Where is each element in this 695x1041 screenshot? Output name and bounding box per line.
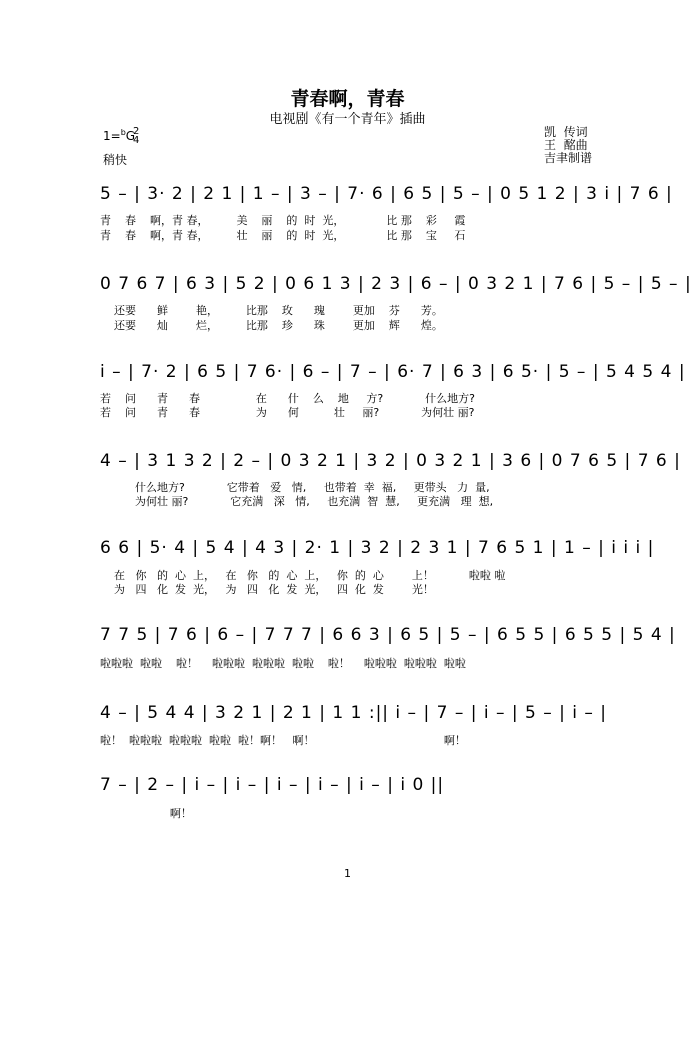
lyric-line-1: 什么地方? 它带着 爱 情, 也带着 幸 福, 更带头 力 量,	[100, 481, 490, 494]
notes-line: 7 – | 2 – | i – | i – | i – | i – | i – | i 0 ||	[100, 775, 445, 795]
credit-score: 吉聿制谱	[543, 151, 592, 165]
lyric-line-1: 还要 鲜 艳， 比那 玫 瑰 更加 芬 芳。	[100, 304, 443, 317]
tempo-marking: 稍快	[103, 153, 128, 167]
notes-line: 7 7 5 | 7 6 | 6 – | 7 7 7 | 6 6 3 | 6 5 | 5 – | 6 5 5 | 6 5 5 | 5 4 |	[100, 625, 676, 645]
lyric-line-1: 若 问 青 春 在 什 么 地 方? 什么地方?	[100, 392, 475, 405]
notes-line: 4 – | 3 1 3 2 | 2 – | 0 3 2 1 | 3 2 | 0 3 2 1 | 3 6 | 0 7 6 5 | 7 6 |	[100, 451, 681, 471]
lyric-line-2: 为 四 化 发 光， 为 四 化 发 光， 四 化 发 光！	[100, 583, 434, 596]
credit-music: 王 酩曲	[543, 138, 588, 152]
lyric-line-1: 啦！ 啦啦啦 啦啦啦 啦啦 啦！啊！ 啊！ 啊！	[100, 734, 466, 747]
page-title: 青春啊，青春	[290, 88, 405, 110]
time-bottom: 4	[133, 135, 140, 146]
lyric-line-1: 啊！	[100, 807, 192, 820]
key-prefix: 1=	[103, 129, 121, 143]
lyric-line-2: 若 问 青 春 为 何 壮 丽? 为何壮 丽?	[100, 406, 475, 419]
credit-lyrics: 凯 传词	[543, 125, 588, 139]
notes-line: i – | 7· 2 | 6 5 | 7 6· | 6 – | 7 – | 6· 7 | 6 3 | 6 5· | 5 – | 5 4 5 4 |	[100, 362, 686, 382]
notes-line: 6 6 | 5· 4 | 5 4 | 4 3 | 2· 1 | 3 2 | 2 3 1 | 7 6 5 1 | 1 – | i i i |	[100, 538, 655, 558]
time-signature	[133, 127, 139, 145]
notes-line: 0 7 6 7 | 6 3 | 5 2 | 0 6 1 3 | 2 3 | 6 – | 0 3 2 1 | 7 6 | 5 – | 5 – |	[100, 274, 692, 294]
credits	[544, 126, 592, 165]
time-top: 2	[133, 126, 140, 137]
notes-line: 5 – | 3· 2 | 2 1 | 1 – | 3 – | 7· 6 | 6 5 | 5 – | 0 5 1 2 | 3 i | 7 6 |	[100, 184, 673, 204]
key-note: G	[125, 129, 136, 143]
lyric-line-1: 啦啦啦 啦啦 啦！ 啦啦啦 啦啦啦 啦啦 啦！ 啦啦啦 啦啦啦 啦啦	[100, 657, 466, 670]
page-subtitle: 电视剧《有一个青年》插曲	[269, 112, 426, 127]
lyric-line-1: 在 你 的 心 上， 在 你 的 心 上， 你 的 心 上！ 啦啦 啦	[100, 569, 506, 582]
lyric-line-2: 为何壮 丽? 它充满 深 情, 也充满 智 慧, 更充满 理 想,	[100, 495, 494, 508]
key-flat: b	[120, 128, 126, 137]
lyric-line-2: 青 春 啊，青 春， 壮 丽 的 时 光， 比 那 宝 石	[100, 229, 466, 242]
page-number: 1	[344, 867, 351, 880]
lyric-line-1: 青 春 啊，青 春， 美 丽 的 时 光， 比 那 彩 霞	[100, 214, 466, 227]
key-signature	[103, 128, 135, 143]
lyric-line-2: 还要 灿 烂， 比那 珍 珠 更加 辉 煌。	[100, 319, 443, 332]
notes-line: 4 – | 5 4 4 | 3 2 1 | 2 1 | 1 1 :|| i – | 7 – | i – | 5 – | i – |	[100, 703, 608, 723]
